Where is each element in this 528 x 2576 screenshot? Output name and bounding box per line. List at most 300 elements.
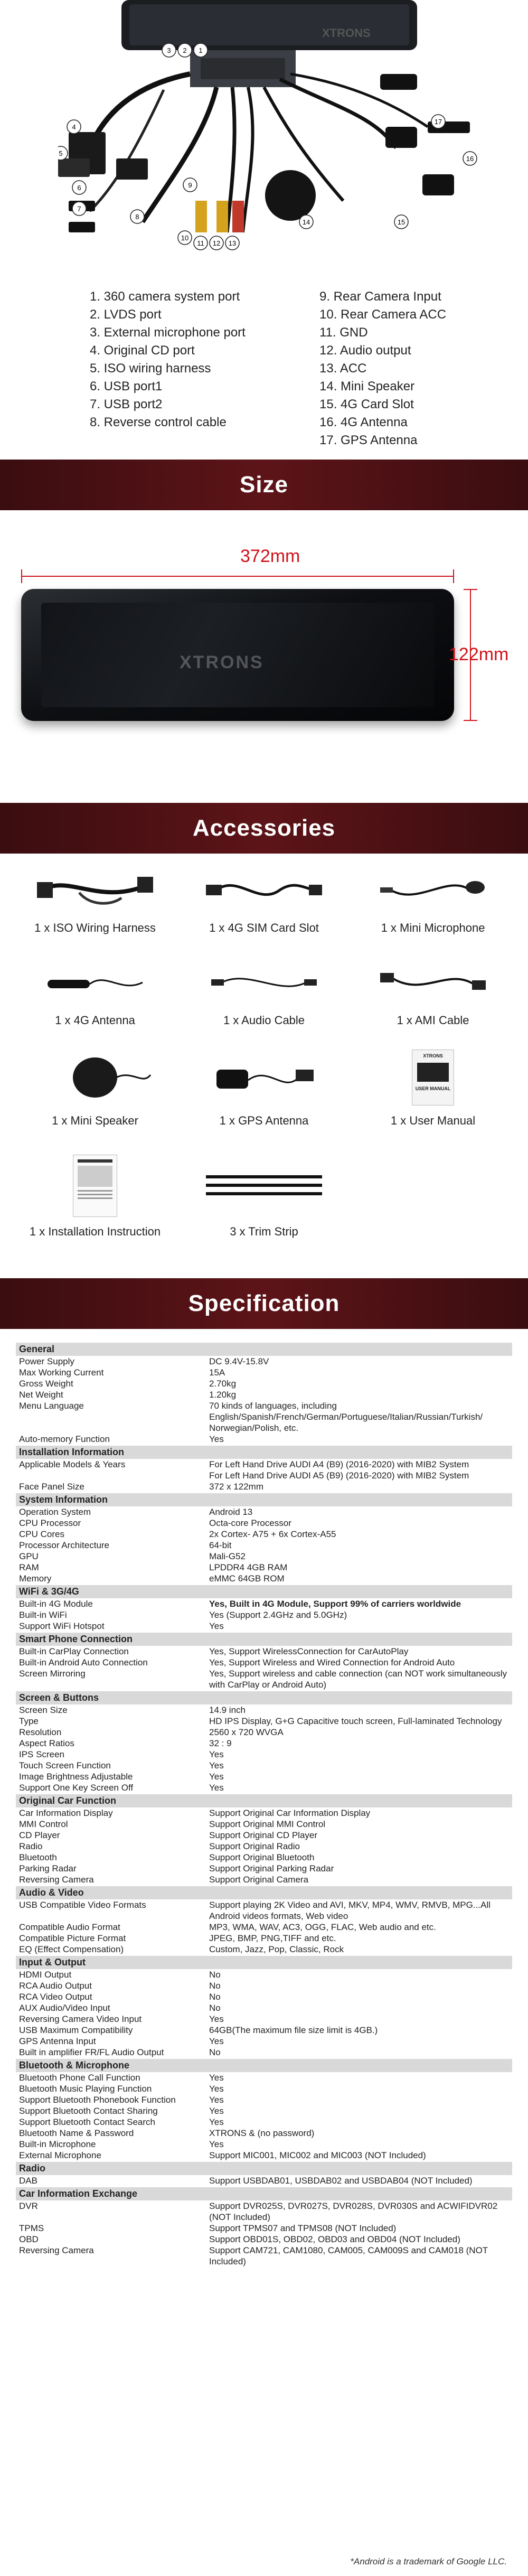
spec-row — [16, 2036, 512, 2047]
wiring-harness-icon — [37, 869, 153, 911]
spec-value: 2.70kg — [209, 1379, 237, 1389]
spec-row — [16, 1991, 512, 2002]
spec-value: Support Original Radio — [209, 1841, 300, 1851]
spec-row — [16, 2105, 512, 2116]
spec-value: Yes, Support Wireless and Wired Connection for Android Auto — [209, 1657, 455, 1668]
manual-brand: XTRONS — [423, 1053, 443, 1058]
accessory-label: 1 x Installation Instruction — [29, 1225, 161, 1238]
spec-row — [16, 1727, 512, 1738]
4g-antenna-icon — [37, 961, 153, 1004]
user-manual-image — [412, 1050, 454, 1106]
spec-value: Custom, Jazz, Pop, Classic, Rock — [209, 1944, 344, 1954]
spec-value: 64-bit — [209, 1540, 232, 1550]
spec-key: Type — [19, 1716, 39, 1726]
spec-section-heading: Smart Phone Connection — [16, 1633, 512, 1646]
wiring-diagram — [58, 0, 491, 259]
spec-key: Support WiFi Hotspot — [19, 1621, 105, 1631]
spec-row — [16, 1830, 512, 1841]
spec-value: Yes — [209, 1621, 224, 1631]
accessories-banner — [0, 803, 528, 854]
spec-row — [16, 1459, 512, 1470]
spec-key: Support One Key Screen Off — [19, 1783, 134, 1793]
spec-key: Built-in Android Auto Connection — [19, 1657, 148, 1668]
callout-number-7 — [72, 202, 86, 216]
port-item: 16. 4G Antenna — [319, 415, 408, 429]
sim-card-slot-icon — [206, 869, 322, 911]
accessory-item — [354, 959, 512, 1027]
port-item: 8. Reverse control cable — [90, 415, 227, 429]
spec-row — [16, 2116, 512, 2128]
callout-number-11 — [194, 236, 208, 250]
device-front-image — [21, 589, 454, 721]
port-item: 6. USB port1 — [90, 379, 163, 394]
spec-value: Octa-core Processor — [209, 1518, 291, 1528]
spec-key: Built-in WiFi — [19, 1610, 67, 1620]
spec-row — [16, 1620, 512, 1632]
port-list-left — [90, 288, 246, 432]
spec-value: MP3, WMA, WAV, AC3, OGG, FLAC, Web audio and etc. — [209, 1922, 436, 1932]
spec-value: DC 9.4V-15.8V — [209, 1356, 269, 1366]
specification-banner — [0, 1278, 528, 1329]
spec-row — [16, 1874, 512, 1885]
spec-key: HDMI Output — [19, 1970, 72, 1980]
svg-text:2: 2 — [183, 46, 187, 54]
spec-section-heading: WiFi & 3G/4G — [16, 1585, 512, 1598]
svg-text:3: 3 — [167, 46, 171, 54]
svg-text:11: 11 — [197, 239, 204, 247]
spec-value: For Left Hand Drive AUDI A5 (B9) (2016-2020) with MIB2 System — [209, 1470, 469, 1481]
accessory-item — [354, 866, 512, 935]
spec-value: Yes — [209, 2014, 224, 2024]
gps-antenna-icon — [206, 1048, 322, 1107]
spec-row — [16, 1367, 512, 1378]
spec-value: Support OBD01S, OBD02, OBD03 and OBD04 (NOT Included) — [209, 2234, 460, 2244]
spec-value: Yes — [209, 2084, 224, 2094]
spec-row — [16, 1944, 512, 1955]
spec-value: Yes — [209, 1772, 224, 1782]
spec-value: Yes — [209, 2095, 224, 2105]
spec-value: Support Original Car Information Display — [209, 1808, 371, 1818]
spec-value: 32 : 9 — [209, 1738, 232, 1748]
spec-row — [16, 1598, 512, 1609]
microphone-icon — [375, 869, 491, 911]
spec-section-heading: Audio & Video — [16, 1886, 512, 1899]
spec-row — [16, 2047, 512, 2058]
spec-row — [16, 1819, 512, 1830]
spec-key: DAB — [19, 2176, 37, 2186]
callout-number-13 — [225, 236, 239, 250]
spec-row — [16, 2025, 512, 2036]
spec-key: USB Compatible Video Formats — [19, 1900, 146, 1910]
spec-row — [16, 1969, 512, 1980]
svg-text:14: 14 — [302, 218, 310, 226]
spec-value: Yes — [209, 1760, 224, 1771]
accessories-grid — [0, 866, 528, 1278]
spec-value: 2x Cortex- A75 + 6x Cortex-A55 — [209, 1529, 336, 1539]
callout-number-6 — [72, 181, 86, 194]
svg-text:15: 15 — [397, 218, 406, 226]
spec-value: Android 13 — [209, 1507, 253, 1517]
spec-key: Screen Mirroring — [19, 1669, 86, 1679]
spec-row — [16, 1481, 512, 1492]
spec-key: OBD — [19, 2234, 39, 2244]
spec-key: CD Player — [19, 1830, 60, 1840]
spec-row — [16, 2072, 512, 2083]
manual-title: USER MANUAL — [415, 1086, 451, 1091]
accessory-item — [185, 866, 343, 935]
spec-section-heading: Radio — [16, 2162, 512, 2175]
accessory-label: 1 x Mini Speaker — [52, 1114, 138, 1127]
accessory-label: 1 x Mini Microphone — [381, 921, 485, 934]
spec-row — [16, 2223, 512, 2234]
spec-row — [16, 2245, 512, 2267]
spec-row — [16, 2139, 512, 2150]
dimension-tick — [464, 720, 477, 721]
spec-key: Reversing Camera — [19, 1875, 94, 1885]
spec-value: Yes — [209, 2073, 224, 2083]
spec-key: Processor Architecture — [19, 1540, 110, 1550]
spec-value: Yes — [209, 1434, 224, 1444]
port-item: 14. Mini Speaker — [319, 379, 415, 394]
port-item: 3. External microphone port — [90, 325, 246, 340]
spec-section-heading: Bluetooth & Microphone — [16, 2059, 512, 2072]
spec-key: Menu Language — [19, 1401, 84, 1411]
spec-value: Support USBDAB01, USBDAB02 and USBDAB04 (NOT Included) — [209, 2176, 473, 2186]
spec-value: Support Original CD Player — [209, 1830, 318, 1840]
spec-row — [16, 2083, 512, 2094]
spec-row — [16, 1771, 512, 1782]
spec-key: Built in amplifier FR/FL Audio Output — [19, 2047, 164, 2057]
height-dimension-label: 122mm — [449, 644, 509, 664]
spec-row — [16, 1782, 512, 1793]
spec-value: Mali-G52 — [209, 1551, 246, 1561]
spec-value: Yes — [209, 2106, 224, 2116]
spec-value: LPDDR4 4GB RAM — [209, 1562, 288, 1572]
spec-row — [16, 2234, 512, 2245]
spec-key: RCA Video Output — [19, 1992, 92, 2002]
spec-value: No — [209, 2047, 221, 2057]
port-item: 4. Original CD port — [90, 343, 195, 358]
spec-value: XTRONS & (no password) — [209, 2128, 315, 2138]
port-item: 10. Rear Camera ACC — [319, 307, 447, 322]
spec-key: Parking Radar — [19, 1863, 77, 1874]
callout-number-12 — [210, 236, 223, 250]
spec-key: MMI Control — [19, 1819, 68, 1829]
svg-text:13: 13 — [228, 239, 237, 247]
spec-row — [16, 1863, 512, 1874]
spec-row — [16, 2002, 512, 2013]
spec-row — [16, 1807, 512, 1819]
spec-key: Compatible Audio Format — [19, 1922, 120, 1932]
spec-section-heading: Screen & Buttons — [16, 1691, 512, 1704]
accessory-label: 1 x AMI Cable — [397, 1014, 469, 1027]
spec-value: 14.9 inch — [209, 1705, 246, 1715]
spec-row — [16, 1434, 512, 1445]
brand-watermark: XTRONS — [180, 652, 264, 672]
svg-text:7: 7 — [77, 205, 81, 213]
accessory-label: 1 x ISO Wiring Harness — [34, 921, 156, 934]
spec-section-heading: Car Information Exchange — [16, 2187, 512, 2200]
spec-value: No — [209, 1981, 221, 1991]
spec-key: AUX Audio/Video Input — [19, 2003, 110, 2013]
spec-row — [16, 1704, 512, 1716]
spec-row — [16, 1389, 512, 1400]
spec-row — [16, 1716, 512, 1727]
spec-key: Reversing Camera Video Input — [19, 2014, 142, 2024]
callout-number-5 — [58, 146, 68, 160]
spec-value: Support playing 2K Video and AVI, MKV, MP4, WMV, RMVB, MPG...All Android videos formats, Web video — [209, 1900, 491, 1921]
spec-row — [16, 1551, 512, 1562]
spec-value: Yes, Support wireless and cable connection (can NOT work simultaneously with CarPlay or Android Auto) — [209, 1669, 507, 1690]
callout-number-16 — [463, 152, 477, 165]
section-title: Accessories — [192, 815, 336, 841]
spec-row — [16, 2094, 512, 2105]
spec-row — [16, 1760, 512, 1771]
accessory-item — [185, 1048, 343, 1128]
wiring-section — [0, 0, 528, 454]
spec-section-heading: Installation Information — [16, 1446, 512, 1459]
size-section — [0, 539, 528, 787]
callout-number-9 — [183, 178, 197, 192]
spec-key: CPU Processor — [19, 1518, 81, 1528]
specification-table — [16, 1342, 512, 2267]
spec-key: Memory — [19, 1573, 52, 1584]
spec-key: EQ (Effect Compensation) — [19, 1944, 124, 1954]
callout-number-14 — [299, 215, 313, 229]
accessory-item — [16, 959, 174, 1027]
speaker-icon — [37, 1048, 153, 1107]
spec-key: Built-in CarPlay Connection — [19, 1646, 129, 1656]
section-title: Specification — [188, 1290, 340, 1316]
spec-row — [16, 1922, 512, 1933]
dimension-tick — [21, 569, 22, 583]
svg-text:12: 12 — [212, 239, 221, 247]
accessory-label: 1 x 4G SIM Card Slot — [209, 921, 319, 934]
spec-value: 70 kinds of languages, including English/Spanish/French/German/Portuguese/Italian/Russian/Turkish/ Norwegian/Polish, etc. — [209, 1401, 483, 1433]
spec-value: 15A — [209, 1367, 225, 1378]
svg-text:6: 6 — [77, 184, 81, 192]
spec-value: Support Original Camera — [209, 1875, 309, 1885]
spec-key: Support Bluetooth Phonebook Function — [19, 2095, 176, 2105]
spec-value: No — [209, 1992, 221, 2002]
spec-row — [16, 1749, 512, 1760]
port-item: 11. GND — [319, 325, 368, 340]
callout-number-8 — [130, 210, 144, 223]
audio-cable-icon — [206, 961, 322, 1004]
spec-row — [16, 1400, 512, 1434]
spec-value: Yes — [209, 1749, 224, 1759]
spec-key: DVR — [19, 2201, 38, 2211]
spec-key: Applicable Models & Years — [19, 1459, 126, 1469]
spec-key: Built-in Microphone — [19, 2139, 96, 2149]
svg-text:10: 10 — [181, 234, 189, 242]
spec-key: Face Panel Size — [19, 1482, 84, 1492]
spec-key: CPU Cores — [19, 1529, 64, 1539]
accessory-label: 1 x 4G Antenna — [55, 1014, 135, 1027]
spec-row — [16, 1609, 512, 1620]
spec-key: Gross Weight — [19, 1379, 73, 1389]
spec-key: Touch Screen Function — [19, 1760, 111, 1771]
spec-row — [16, 1378, 512, 1389]
spec-key: Reversing Camera — [19, 2245, 94, 2255]
accessory-item — [16, 866, 174, 935]
spec-row — [16, 1470, 512, 1481]
spec-key: GPU — [19, 1551, 39, 1561]
svg-text:17: 17 — [434, 118, 442, 126]
spec-value: JPEG, BMP, PNG,TIFF and etc. — [209, 1933, 336, 1943]
spec-row — [16, 1506, 512, 1518]
svg-text:4: 4 — [72, 123, 76, 131]
spec-value: Support Original Bluetooth — [209, 1852, 315, 1862]
spec-key: Radio — [19, 1841, 43, 1851]
port-item: 12. Audio output — [319, 343, 411, 358]
port-item: 5. ISO wiring harness — [90, 361, 211, 376]
spec-row — [16, 1841, 512, 1852]
spec-row — [16, 2128, 512, 2139]
callout-number-4 — [67, 120, 81, 134]
spec-value: HD IPS Display, G+G Capacitive touch screen, Full-laminated Technology — [209, 1716, 502, 1726]
port-item: 13. ACC — [319, 361, 367, 376]
port-list-right — [319, 288, 446, 449]
accessory-item — [16, 1154, 174, 1239]
spec-row — [16, 1573, 512, 1584]
spec-value: 372 x 122mm — [209, 1482, 263, 1492]
spec-value: Yes, Built in 4G Module, Support 99% of carriers worldwide — [209, 1599, 461, 1609]
spec-key: TPMS — [19, 2223, 44, 2233]
spec-row — [16, 2150, 512, 2161]
manual-cover-image — [417, 1063, 449, 1082]
spec-section-heading: System Information — [16, 1493, 512, 1506]
accessory-label: 3 x Trim Strip — [230, 1225, 298, 1238]
spec-value: Yes — [209, 2117, 224, 2127]
accessory-label: 1 x GPS Antenna — [219, 1114, 309, 1127]
spec-row — [16, 1518, 512, 1529]
spec-key: IPS Screen — [19, 1749, 64, 1759]
spec-row — [16, 2013, 512, 2025]
spec-key: Bluetooth Music Playing Function — [19, 2084, 152, 2094]
spec-key — [19, 1470, 209, 1481]
spec-value: For Left Hand Drive AUDI A4 (B9) (2016-2020) with MIB2 System — [209, 1459, 469, 1469]
spec-row — [16, 1529, 512, 1540]
trademark-footnote: *Android is a trademark of Google LLC. — [350, 2556, 507, 2566]
spec-value: Support Original Parking Radar — [209, 1863, 334, 1874]
spec-key: GPS Antenna Input — [19, 2036, 96, 2046]
spec-value: Yes — [209, 2036, 224, 2046]
spec-row — [16, 2200, 512, 2223]
spec-key: Power Supply — [19, 1356, 74, 1366]
accessory-item — [185, 959, 343, 1027]
port-item: 15. 4G Card Slot — [319, 397, 414, 411]
spec-key: Built-in 4G Module — [19, 1599, 93, 1609]
spec-row — [16, 1356, 512, 1367]
port-item: 17. GPS Antenna — [319, 433, 418, 447]
dimension-tick — [464, 589, 477, 590]
accessory-label: 1 x Audio Cable — [223, 1014, 305, 1027]
spec-value: 64GB(The maximum file size limit is 4GB.) — [209, 2025, 378, 2035]
spec-key: Bluetooth Phone Call Function — [19, 2073, 140, 2083]
callout-number-15 — [394, 215, 408, 229]
spec-value: Support CAM721, CAM1080, CAM005, CAM009S and CAM018 (NOT Included) — [209, 2245, 488, 2266]
dimension-tick — [453, 569, 454, 583]
spec-key: RAM — [19, 1562, 39, 1572]
spec-key: Screen Size — [19, 1705, 68, 1715]
section-title: Size — [239, 472, 289, 498]
port-item: 2. LVDS port — [90, 307, 162, 322]
port-item: 7. USB port2 — [90, 397, 163, 411]
spec-row — [16, 1852, 512, 1863]
spec-key: Image Brightness Adjustable — [19, 1772, 133, 1782]
spec-value: Support TPMS07 and TPMS08 (NOT Included) — [209, 2223, 397, 2233]
spec-section-heading: Input & Output — [16, 1956, 512, 1969]
callout-number-17 — [431, 115, 445, 128]
svg-text:1: 1 — [199, 46, 203, 54]
accessory-item — [185, 1154, 343, 1239]
spec-row — [16, 1933, 512, 1944]
port-item: 9. Rear Camera Input — [319, 289, 441, 304]
spec-value: Support DVR025S, DVR027S, DVR028S, DVR030S and ACWIFIDVR02 (NOT Included) — [209, 2201, 498, 2222]
svg-text:9: 9 — [188, 181, 192, 189]
spec-section-heading: Original Car Function — [16, 1794, 512, 1807]
spec-key: Support Bluetooth Contact Search — [19, 2117, 155, 2127]
spec-key: RCA Audio Output — [19, 1981, 92, 1991]
size-banner — [0, 460, 528, 510]
spec-row — [16, 1657, 512, 1668]
spec-value: Yes — [209, 2139, 224, 2149]
spec-key: Compatible Picture Format — [19, 1933, 126, 1943]
spec-value: eMMC 64GB ROM — [209, 1573, 285, 1584]
svg-text:5: 5 — [59, 149, 63, 157]
spec-row — [16, 1668, 512, 1690]
spec-section-heading: General — [16, 1343, 512, 1356]
callout-number-10 — [178, 231, 192, 245]
spec-row — [16, 2175, 512, 2186]
width-dimension-label: 372mm — [240, 546, 300, 566]
spec-key: Resolution — [19, 1727, 62, 1737]
spec-key: USB Maximum Compatibility — [19, 2025, 133, 2035]
spec-row — [16, 1738, 512, 1749]
spec-row — [16, 1980, 512, 1991]
spec-key: Bluetooth Name & Password — [19, 2128, 134, 2138]
ami-cable-icon — [375, 961, 491, 1004]
callout-number-3 — [162, 43, 176, 57]
spec-row — [16, 1562, 512, 1573]
brand-watermark: XTRONS — [322, 26, 371, 40]
trim-strip-icon — [201, 1170, 327, 1202]
spec-value: 1.20kg — [209, 1390, 237, 1400]
spec-key: Bluetooth — [19, 1852, 57, 1862]
installation-instruction-image — [73, 1155, 117, 1217]
spec-key: Support Bluetooth Contact Sharing — [19, 2106, 158, 2116]
spec-value: No — [209, 2003, 221, 2013]
spec-key: Aspect Ratios — [19, 1738, 74, 1748]
svg-text:8: 8 — [135, 213, 139, 221]
spec-row — [16, 1646, 512, 1657]
spec-value: No — [209, 1970, 221, 1980]
accessory-item — [354, 1048, 512, 1128]
spec-value: 2560 x 720 WVGA — [209, 1727, 284, 1737]
spec-value: Yes — [209, 1783, 224, 1793]
spec-row — [16, 1899, 512, 1922]
svg-text:16: 16 — [466, 155, 474, 163]
spec-value: Support Original MMI Control — [209, 1819, 326, 1829]
spec-value: Support MIC001, MIC002 and MIC003 (NOT Included) — [209, 2150, 426, 2160]
spec-key: Net Weight — [19, 1390, 63, 1400]
spec-key: Max Working Current — [19, 1367, 104, 1378]
accessory-item — [16, 1048, 174, 1128]
width-dimension-line — [21, 576, 454, 577]
spec-key: Car Information Display — [19, 1808, 113, 1818]
accessory-label: 1 x User Manual — [390, 1114, 476, 1127]
